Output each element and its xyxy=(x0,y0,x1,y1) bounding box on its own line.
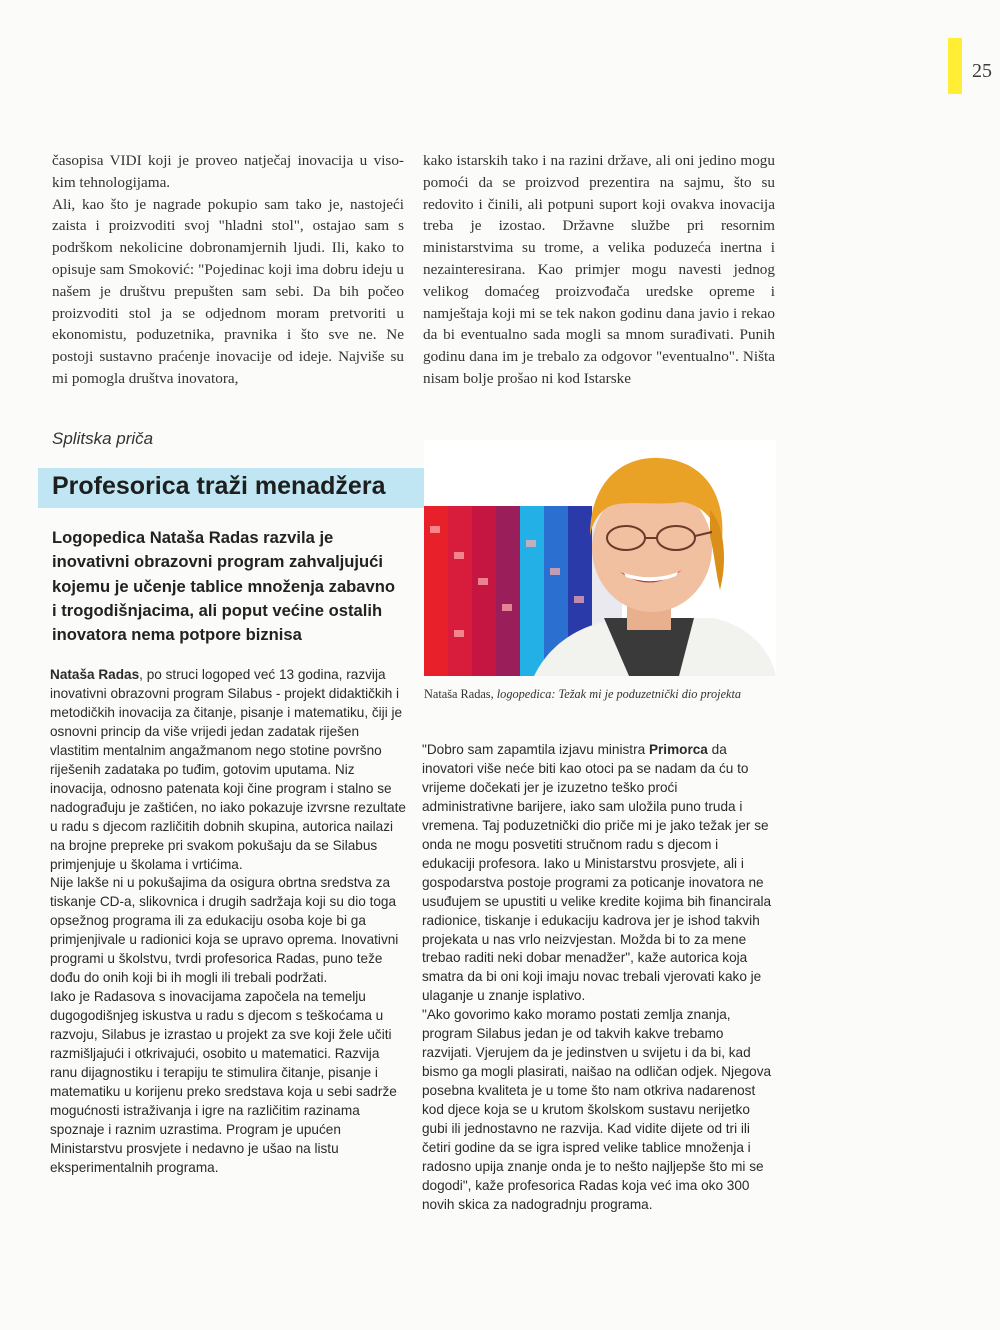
body-paragraph xyxy=(50,666,406,874)
paragraph-text: "Dobro sam zapamtila izjavu ministra xyxy=(422,742,649,757)
body-paragraph: "Ako govorimo kako moramo postati zemlja znanja, program Silabus jedan je od takvih kakve trebamo razvijati. Vjerujem da je jedinstven u svijetu i da bi, kad bismo ga mogli plasirati, naišao na odličan odjek. Njegova posebna kvaliteta je u tome što nam otkriva nadarenost kod djece koja se u krutom školskom sustavu nerijetko gubi ili jednostavno ne razvija. Kad vidite dijete od tri ili četiri godine da se igra ispred velike tablice množenja i radosno upija znanje onda je to nešto najljepše što mi se dogodi", kaže profesorica Radas koja već ima oko 300 novih skica za nadogradnju programa. xyxy=(422,1007,772,1212)
top-article-column-left xyxy=(52,150,404,390)
paragraph-text: da inovatori više neće biti kao otoci pa se nadam da ću to vrijeme dočekati jer je izuzetno teško proći administrativne barijere, iako sam uložila puno truda i vremena. Taj poduzetnički dio priče mi je jako težak jer se onda ne mogu posvetiti stručnom radu s djecom i edukaciji profesora. Iako u Ministarstvu prosvjete, ali i gospodarstva postoje programi za poticanje inovatora ne usuđujem se upustiti u velike kredite kojima bih financirala radionice, tiskanje i edukaciju kadrova jer je ishod takvih projekata u nas vrlo neizvjestan. Možda bi to za mene trebao raditi neki dobar menadžer", kaže autorica koja smatra da bi oni koji imaju novac trebali vjerovati kako je ulaganje u znanje isplativo. xyxy=(422,742,772,1004)
person-name: Primorca xyxy=(648,742,708,757)
story-body-right xyxy=(422,741,772,1215)
top-article-paragraph: časopisa VIDI koji je proveo natječaj inovacija u viso-kim tehnologijama. xyxy=(52,152,404,191)
portrait-photo xyxy=(424,440,776,676)
photo-caption xyxy=(424,686,754,703)
paragraph-text: , po struci logoped već 13 godina, razvija inovativni obrazovni program Silabus - projekt didaktičkih i metodičkih inovacija za čitanje, pisanje i matematiku, čiji je osnovni princip da više vrijedi jedan zadatak riješen vlastitim mentalnim angažmanom nego stotine površno riješenih zadataka po tuđim, gotovim uputama. Niz inovacija, odnosno patenata koji čine program i stalno se nadograđuju je zaštićen, no iako pokazuje izvrsne rezultate u radu s djecom različitih dobnih skupina, autorica nailazi na brojne prepreke pri svakom pokušaju da se Silabus primjenjuje u školama i vrtićima. xyxy=(50,667,406,872)
body-paragraph: Nije lakše ni u pokušajima da osigura obrtna sredstva za tiskanje CD-a, slikovnica i drugih sadržaja koji su dio toga opsežnog programa ili za edukaciju osoba koje bi ga primjenjivale u radionici koja se upravo oprema. Inovativni programi u školstvu, tvrdi profesorica Radas, puno teže dođu do onih koji bi ih mogli ili trebali podržati. xyxy=(50,875,399,986)
caption-text: logopedica: Težak mi je poduzetnički dio projekta xyxy=(496,687,742,701)
page-accent-bar xyxy=(948,38,962,94)
person-name: Nataša Radas xyxy=(50,667,140,682)
body-paragraph xyxy=(422,741,772,1006)
top-article-paragraph: kako istarskih tako i na razini države, ali oni jedino mogu pomoći da se proizvod prezentira na sajmu, što su redovito i činili, ali potpuni suport koji ovakva inovacija treba je izostao. Državne službe pri resornim ministarstvima su trome, a velika poduzeća inertna i nezainteresirana. Kao primjer mogu navesti jednog velikog domaćeg proizvođača uredske opreme i namještaja koji mi se tek nakon godinu dana javio i rekao da bi eventualno sada mogli sa mnom surađivati. Punih godinu dana im je trebalo za odgovor "eventualno". Ništa nisam bolje prošao ni kod Istarske xyxy=(423,152,775,387)
top-article-column-right xyxy=(423,150,775,390)
section-kicker: Splitska priča xyxy=(52,429,154,448)
page-number: 25 xyxy=(972,60,992,82)
body-paragraph: Iako je Radasova s inovacijama započela na temelju dugogodišnjeg iskustva u radu s djecom s teškoćama u razvoju, Silabus je izrastao u projekt za sve koji žele učiti razmišljajući i otkrivajući, osobito u matematici. Razvija ranu dijagnostiku i terapiju te stimulira čitanje, pisanje i matematiku u korijenu preko sredstava koja u sebi sadrže mogućnosti istraživanja i igre na različitim razinama spoznaje i raznim uzrastima. Program je upućen Ministarstvu prosvjete i nedavno je ušao na listu eksperimentalnih programa. xyxy=(50,989,397,1175)
caption-name: Nataša Radas, xyxy=(424,687,494,701)
story-body-left xyxy=(50,666,406,1178)
top-article-paragraph: Ali, kao što je nagrade pokupio sam tako je, nastojeći zaista i proizvoditi svoj "hladni stol", ostajao sam s podrškom nekolicine dobronamjernih ljudi. Ili, kako to opisuje sam Smoković: "Pojedinac koji ima dobru ideju u našem je društvu prepušten sam sebi. Da bih počeo proizvoditi stol ja se odjednom moram pretvoriti u ekonomistu, poduzetnika, pravnika i što sve ne. Ne postoji sustavno praćenje inovacije od ideje. Najviše su mi pomogla društva inovatora, xyxy=(52,195,404,387)
story-lead: Logopedica Nataša Radas razvila je inovativni obrazovni program zahvaljujući kojemu je učenje tablice množenja zabavno i trogodišnjacima, ali poput većine ostalih inovatora nema potpore biznisa xyxy=(52,528,396,645)
story-headline: Profesorica traži menadžera xyxy=(52,472,386,500)
